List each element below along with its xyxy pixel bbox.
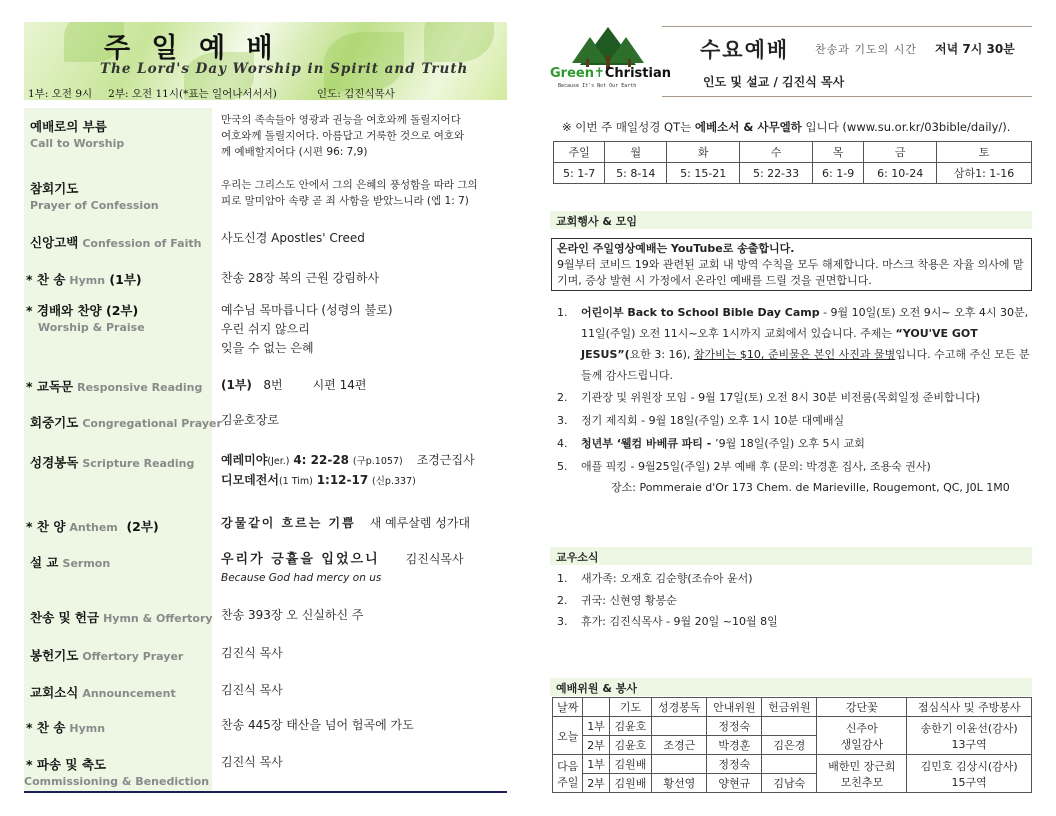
table-row: 2부 김원배 황선영 양현규 김남숙 (553, 774, 1032, 793)
call-to-worship-text: 만국의 족속들아 영광과 권능을 여호와께 돌릴지어다 여호와께 돌릴지어다. 아름답고 거룩한 것으로 여호와 께 예배할지어다 (시편 96: 7,9) (221, 114, 465, 158)
order-creed: 신앙고백 Confession of Faith (30, 235, 202, 250)
announcement-leader: 김진식 목사 (221, 683, 283, 697)
sunday-subtitle: The Lord's Day Worship in Spirit and Truth (100, 61, 469, 77)
order-sermon: 설 교 Sermon (30, 555, 111, 570)
confession-text: 우리는 그리스도 안에서 그의 은혜의 풍성함을 따라 그의 피로 말미암아 속량 곧 죄 사함을 받았느니라 (엡 1: 7) (221, 179, 478, 207)
congregational-prayer-leader: 김윤호장로 (221, 413, 279, 427)
staff-header: 예배위원 & 봉사 (550, 678, 1032, 696)
order-benediction: * 파송 및 축도 Commissioning & Benediction (24, 757, 210, 788)
divider (24, 791, 507, 793)
offertory-hymn-text: 찬송 393장 오 신실하신 주 (221, 608, 364, 622)
order-congregational-prayer: 회중기도 Congregational Prayer (30, 415, 222, 430)
staff-table (552, 697, 1032, 793)
offertory-prayer-leader: 김진식 목사 (221, 646, 283, 660)
qt-table (553, 141, 1032, 184)
order-anthem: * 찬 양 Anthem (2부) (26, 519, 159, 534)
sermon-text: 우리가 긍휼을 입었으니 김진식목사 Because God had mercy on us (221, 552, 464, 584)
first-service-time: 1부: 오전 9시 (28, 88, 93, 100)
service-times (28, 86, 411, 100)
event-item: 4. 청년부 ‘웰컴 바베큐 파티 - ’9월 18일(주일) 오후 5시 교회 (557, 437, 865, 450)
events-header: 교회행사 & 모임 (550, 211, 1032, 229)
order-call-to-worship: 예배로의 부름 Call to Worship (30, 119, 125, 150)
divider (662, 96, 1032, 97)
order-offertory-prayer: 봉헌기도 Offertory Prayer (30, 648, 184, 663)
creed-text: 사도신경 Apostles' Creed (221, 231, 365, 245)
benediction-leader: 김진식 목사 (221, 755, 283, 769)
green-christian-logo (550, 25, 671, 91)
event-item: 3. 정기 제직회 - 9월 18일(주일) 오후 1시 10분 대예배실 (557, 414, 845, 427)
praise-songs: 예수님 목마릅니다 (성령의 불로) 우린 쉬지 않으리 잊을 수 없는 은혜 (221, 303, 393, 355)
sunday-title: 주 일 예 배 (104, 33, 279, 64)
wednesday-title: 수요예배 (700, 38, 790, 62)
second-service-time: 2부: 오전 11시(*표는 일어나서서서) (108, 88, 277, 100)
order-closing-hymn: * 찬 송 Hymn (26, 720, 106, 735)
order-worship-praise: * 경배와 찬양 (2부) Worship & Praise (26, 303, 145, 334)
responsive-reading-text: (1부) 8번 시편 14편 (221, 378, 367, 392)
online-worship-notice: 온라인 주일영상예배는 YouTube로 송출합니다. 9월부터 코비드 19와 관련된 교회 내 방역 수칙을 모두 해제합니다. 마스크 착용은 자율 의사에 맡기며, 증상 발현 시 가정에서 온라인 예배를 드릴 것을 권면합니다. (551, 238, 1032, 291)
order-scripture: 성경봉독 Scripture Reading (30, 455, 195, 470)
event-item: 2. 기관장 및 위원장 모임 - 9월 17일(토) 오전 8시 30분 비전룸(목회일정 준비합니다) (557, 391, 981, 404)
member-item: 1. 새가족: 오재호 김순향(조슈아 윤서) (557, 572, 753, 585)
qt-days-row: 주일 월 화 수 목 금 토 (554, 142, 1032, 163)
order-confession: 참회기도 Prayer of Confession (30, 181, 159, 212)
member-item: 2. 귀국: 신현영 황봉순 (557, 594, 677, 607)
logo-wordmark: Green✝Christian (550, 66, 671, 81)
order-announcement: 교회소식 Announcement (30, 685, 176, 700)
wednesday-leader: 인도 및 설교 / 김진식 목사 (703, 75, 845, 89)
divider (662, 26, 1032, 27)
member-item: 3. 휴가: 김진식목사 - 9월 20일 ~10월 8일 (557, 615, 778, 628)
sunday-banner (24, 22, 507, 100)
hymn-1-text: 찬송 28장 복의 근원 강림하사 (221, 271, 380, 285)
logo-tagline: Because It's Not Our Earth (558, 83, 637, 89)
table-row: 2부 김윤호 조경근 박경훈 김은경 (553, 736, 1032, 755)
order-hymn-offertory: 찬송 및 헌금 Hymn & Offertory (30, 610, 213, 625)
service-leader: 인도: 김진식목사 (316, 88, 395, 100)
qt-notice: ※ 이번 주 매일성경 QT는 에베소서 & 사무엘하 입니다 (www.su.or.kr/03bible/daily/). (562, 120, 1011, 134)
members-header: 교우소식 (550, 547, 1032, 565)
closing-hymn-text: 찬송 445장 태산을 넘어 험곡에 가도 (221, 718, 414, 732)
event-item: 5. 애플 픽킹 - 9월25일(주일) 2부 예배 후 (문의: 박경훈 집사, 조용숙 권사) 장소: Pommeraie d'Or 173 Chem. de Marieville, Rougemont, QC, J0L 1M0 (557, 460, 1010, 494)
wednesday-time: 저녁 7시 30분 (935, 42, 1015, 56)
order-responsive-reading: * 교독문 Responsive Reading (26, 379, 203, 394)
event-item: 1. 어린이부 Back to School Bible Day Camp - 9월 10일(토) 오전 9시~ 오후 4시 30분, 11일(주일) 오전 11시~오후 1시까지 교회에서 있습니다. 주제는 “YOU'VE GOT JESUS”(요한 3: 16), 참가비는 $10, 준비물은 본인 사진과 물병입니다. 수고해 주신 모든 분들께 감사드립니다. (557, 306, 1030, 382)
table-row: 다음 주일 1부 김원배 정정숙 배한민 장근희 모친추모 김민호 김상시(감사) 15구역 (553, 755, 1032, 774)
qt-passages-row: 5: 1-7 5: 8-14 5: 15-21 5: 22-33 6: 1-9 6: 10-24 삼하1: 1-16 (554, 163, 1032, 184)
wednesday-subtitle: 찬송과 기도의 시간 (815, 43, 918, 56)
order-hymn-1: * 찬 송 Hymn (1부) (26, 272, 142, 287)
tree-icon (550, 25, 666, 91)
scripture-text: 예레미야(Jer.) 4: 22-28 (구p.1057) 조경근집사 디모데전서(1 Tim) 1:12-17 (신p.337) (221, 453, 475, 487)
staff-header-row: 날짜 기도 성경봉독 안내위원 헌금위원 강단꽃 점심식사 및 주방봉사 (553, 698, 1032, 717)
table-row: 오늘 1부 김윤호 정정숙 신주아 생일감사 송한기 이윤선(감사) 13구역 (553, 717, 1032, 736)
anthem-text: 강물같이 흐르는 기쁨 새 예루살렘 성가대 (221, 516, 471, 530)
